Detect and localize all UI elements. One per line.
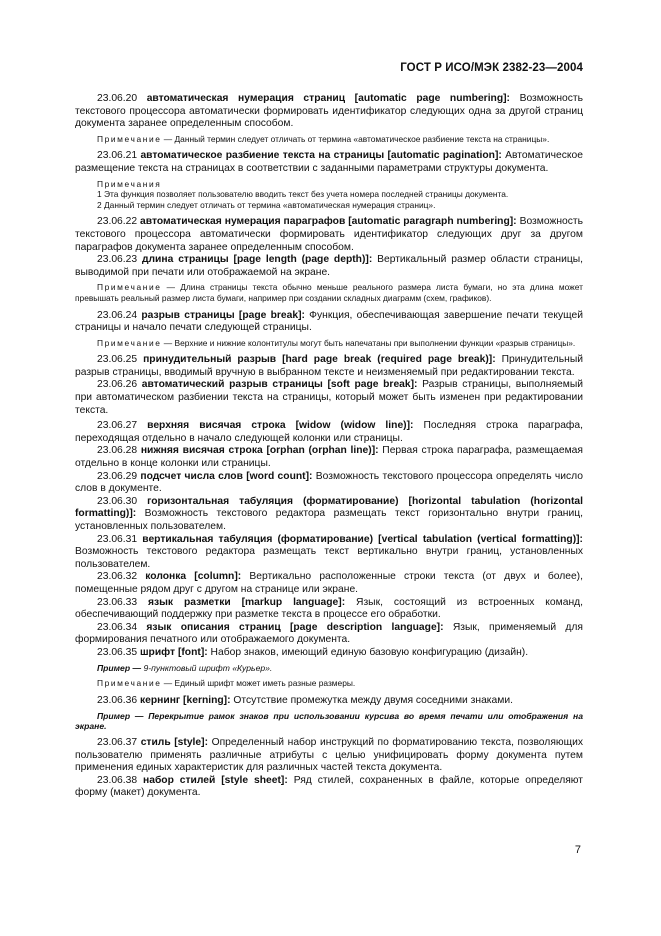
term-definition: Возможность текстового редактора размещать текст горизонтально внутри границ, установленных пользователем. — [75, 508, 583, 532]
note-label: Примечание — [97, 678, 162, 689]
term-number: 23.06.36 — [97, 694, 138, 706]
term-title: принудительный разрыв [hard page break (required page break)]: — [143, 354, 496, 366]
term-entry — [75, 695, 583, 708]
term-entry — [75, 216, 583, 254]
term-number: 23.06.26 — [97, 379, 138, 391]
term-entry — [75, 310, 583, 335]
term-definition: Определенный набор инструкций по форматированию текста, позволяющих пользователю применять различные атрибуты с целью унифицировать форму документа путем применения единых характеристик для различных частей текста документа. — [75, 737, 583, 774]
note-item: 1 Эта функция позволяет пользователю вводить текст без учета номера последней страницы документа. — [97, 189, 509, 200]
term-number: 23.06.22 — [97, 216, 138, 228]
term-title: горизонтальная табуляция (форматирование) [horizontal tabulation (horizontal formatting)]: — [75, 495, 583, 520]
term-number: 23.06.33 — [97, 596, 138, 608]
term-note — [75, 134, 583, 145]
term-entry — [75, 622, 583, 647]
term-title: колонка [column]: — [145, 571, 242, 583]
term-title: длина страницы [page length (page depth)]: — [141, 254, 373, 266]
term-entry — [75, 534, 583, 572]
term-entry — [75, 737, 583, 775]
note-text: — Верхние и нижние колонтитулы могут быть напечатаны при выполнении функции «разрыв страницы». — [161, 337, 576, 348]
term-example — [75, 663, 583, 674]
example-text: 9-пунктовый шрифт «Курьер». — [141, 662, 273, 673]
term-title: верхняя висячая строка [widow (widow line)]: — [147, 420, 414, 432]
term-definition: Возможность текстового процессора определять число слов в документе. — [75, 470, 583, 495]
term-definition: Вертикально расположенные строки текста (от двух и более), помещенные рядом друг с другом на странице или экране. — [75, 571, 583, 595]
term-definition: Язык, применяемый для формирования печатного или отображаемого документа. — [75, 621, 583, 646]
term-definition: Набор знаков, имеющий единую базовую конфигурацию (дизайн). — [207, 646, 529, 658]
term-entry — [75, 93, 583, 131]
term-title: нижняя висячая строка [orphan (orphan line)]: — [140, 445, 379, 457]
term-number: 23.06.28 — [97, 445, 138, 457]
term-number: 23.06.35 — [97, 646, 138, 658]
terms-content — [75, 93, 583, 800]
term-entry — [75, 647, 583, 660]
term-number: 23.06.34 — [97, 621, 138, 633]
term-entry — [75, 420, 583, 445]
term-title: разрыв страницы [page break]: — [141, 309, 305, 321]
term-entry — [75, 597, 583, 622]
term-entry — [75, 471, 583, 496]
term-number: 23.06.30 — [97, 495, 138, 507]
term-entry — [75, 354, 583, 379]
term-title: набор стилей [style sheet]: — [143, 774, 288, 786]
term-entry — [75, 379, 583, 417]
term-entry — [75, 445, 583, 470]
term-note — [75, 282, 583, 303]
term-number: 23.06.25 — [97, 354, 138, 366]
term-number: 23.06.29 — [97, 470, 138, 482]
term-title: автоматический разрыв страницы [soft page break]: — [141, 379, 418, 391]
term-example — [75, 711, 583, 733]
term-definition: Последняя строка параграфа, переходящая отдельно в начало следующей колонки или страницы. — [75, 420, 583, 444]
term-title: язык разметки [markup language]: — [147, 596, 346, 608]
note-text: — Длина страницы текста обычно меньше реального размера листа бумаги, но эта длина может превышать реальный размер листа бумаги, например при создании складных диаграмм (схем, графиков). — [75, 282, 583, 303]
note-item: 2 Данный термин следует отличать от термина «автоматическая нумерация страниц». — [97, 199, 436, 210]
term-definition: Ряд стилей, сохраненных в файле, которые определяют форму (макет) документа. — [75, 774, 583, 799]
term-entry — [75, 150, 583, 175]
term-note — [75, 338, 583, 349]
term-title: автоматическая нумерация параграфов [automatic paragraph numbering]: — [140, 216, 517, 228]
note-label: Примечание — [97, 282, 162, 293]
term-number: 23.06.21 — [97, 150, 138, 162]
term-definition: Принудительный разрыв страницы, вводимый вручную в выбранном тексте и неизменяемый при редактировании текста. — [75, 354, 583, 378]
term-title: стиль [style]: — [140, 737, 208, 749]
term-title: кернинг [kerning]: — [139, 694, 231, 706]
example-label: Пример — — [97, 662, 142, 673]
term-entry — [75, 254, 583, 279]
term-definition: Автоматическое размещение текста на страницах в соответствии с заданными параметрами структуры документа. — [75, 150, 583, 174]
term-definition: Первая строка параграфа, размещаемая отдельно в конце колонки или страницы. — [75, 445, 583, 470]
term-definition: Возможность текстового процессора автоматически формировать идентификатор следующих одна за другой страниц документа заранее определенным способом. — [75, 93, 583, 130]
term-entry — [75, 571, 583, 596]
term-number: 23.06.32 — [97, 571, 138, 583]
term-number: 23.06.31 — [97, 533, 138, 545]
note-text: — Единый шрифт может иметь разные размеры. — [161, 678, 356, 689]
notes-heading: Примечания — [97, 178, 162, 189]
term-entry — [75, 496, 583, 534]
term-title: вертикальная табуляция (форматирование) [vertical tabulation (vertical formatting)]: — [142, 533, 583, 545]
term-title: язык описания страниц [page description language]: — [146, 621, 444, 633]
term-definition: Возможность текстового процессора автоматически формировать идентификатор следующих друг за другом параграфов документа заранее определенным способом. — [75, 216, 583, 253]
note-label: Примечание — [97, 133, 162, 144]
term-definition: Возможность текстового редактора размещать текст вертикально внутри границ, установленных пользователем. — [75, 546, 583, 570]
page-number: 7 — [574, 844, 581, 856]
term-definition: Функция, обеспечивающая завершение печати текущей страницы и начало печати следующей страницы. — [75, 309, 583, 334]
term-number: 23.06.24 — [97, 309, 138, 321]
term-number: 23.06.27 — [97, 420, 138, 432]
term-definition: Отсутствие промежутка между двумя соседними знаками. — [230, 694, 513, 706]
term-definition: Вертикальный размер области страницы, выводимой при печати или отображаемой на экране. — [75, 254, 583, 278]
note-label: Примечание — [97, 337, 162, 348]
term-title: шрифт [font]: — [139, 646, 208, 658]
term-definition: Язык, состоящий из встроенных команд, обеспечивающий поддержку при разметке текста в процессе его обработки. — [75, 596, 584, 621]
term-number: 23.06.20 — [97, 93, 138, 104]
term-number: 23.06.23 — [97, 254, 138, 266]
term-title: автоматическая нумерация страниц [automatic page numbering]: — [146, 93, 510, 104]
term-definition: Разрыв страницы, выполняемый при автоматическом разбиении текста на страницы, который может быть изменен при редактировании текста. — [75, 379, 583, 416]
term-title: подсчет числа слов [word count]: — [140, 470, 313, 482]
term-number: 23.06.37 — [97, 737, 138, 749]
term-number: 23.06.38 — [97, 774, 138, 786]
example-label: Пример — — [97, 710, 144, 721]
note-text: — Данный термин следует отличать от термина «автоматическое разбиение текста на страницы». — [161, 133, 550, 144]
term-entry — [75, 775, 583, 800]
document-code-header: ГОСТ Р ИСО/МЭК 2382-23—2004 — [400, 62, 583, 74]
example-text: Перекрытие рамок знаков при использовании курсива во время печати или отображения на экране. — [75, 710, 583, 732]
term-title: автоматическое разбиение текста на страницы [automatic pagination]: — [140, 150, 502, 162]
term-note — [75, 678, 583, 689]
